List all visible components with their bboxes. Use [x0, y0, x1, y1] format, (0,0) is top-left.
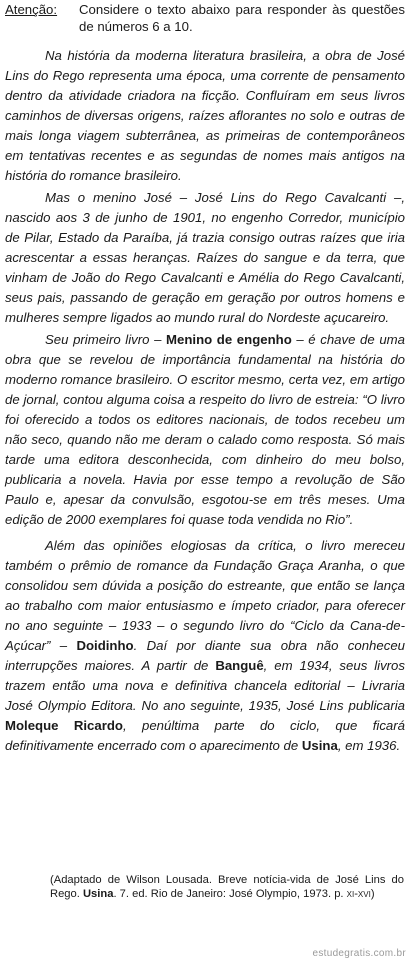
book-title: Doidinho [76, 638, 134, 653]
paragraph-4 [5, 536, 405, 756]
site-watermark: estudegratis.com.br [312, 948, 406, 959]
paragraph-text: Mas o menino José – José Lins do Rego Cavalcanti –, nascido aos 3 de junho de 1901, no engenho Corredor, município de Pilar, Estado da Paraíba, já trazia consigo outras raízes que iria acrescentar a essas heranças. Raízes do sangue e da terra, que vinham de João do Rego Cavalcanti e Amélia do Rego Cavalcanti, seus pais, passando de geração em geração por outros homens e mulheres sempre ligados ao mundo rural do Nordeste açucareiro. [5, 190, 405, 325]
paragraph-2 [5, 188, 405, 328]
book-title: Moleque Ricardo [5, 718, 123, 733]
paragraph-text: . Daí por diante sua obra não conheceu interrupções maiores. A partir de [5, 638, 405, 673]
attention-instruction: Considere o texto abaixo para responder às questões de números 6 a 10. [79, 2, 405, 34]
attention-label: Atenção: [5, 2, 58, 17]
paragraph-text: Seu primeiro livro – [45, 332, 167, 347]
reference-pages: xi-xvi [346, 888, 371, 900]
article-body [5, 46, 405, 758]
book-title: Usina [301, 738, 338, 753]
paragraph-text: , em 1936. [337, 738, 401, 753]
paragraph-3 [5, 330, 405, 530]
source-reference [50, 873, 404, 901]
reference-book-title: Usina [82, 888, 114, 900]
reference-text-middle: . 7. ed. Rio de Janeiro: José Olympio, 1973. p. [113, 888, 347, 900]
paragraph-text: Na história da moderna literatura brasileira, a obra de José Lins do Rego representa uma época, uma corrente de pensamento dentro da atividade criadora na ficção. Confluíram em seus livros caminhos de diversas origens, raízes aflorantes no solo e outras de mais longa viagem subterrânea, as primeiras de contemporâneos em tentativas recentes e as segundas de nomes mais antigos na história do romance brasileiro. [5, 48, 405, 183]
paragraph-text: , penúltima parte do ciclo, que ficará definitivamente encerrado com o aparecimento de [5, 718, 405, 753]
book-title: Menino de engenho [166, 332, 292, 347]
reference-text-start: (Adaptado de Wilson Lousada. Breve notícia-vida de José Lins do Rego. [50, 874, 404, 900]
reference-text-end: ) [370, 888, 375, 900]
paragraph-1 [5, 46, 405, 186]
attention-header [5, 2, 405, 35]
paragraph-text: – é chave de uma obra que se revelou de importância fundamental na história do moderno romance brasileiro. O escritor mesmo, certa vez, em artigo de jornal, contou alguma coisa a respeito do livro de estreia: “O livro foi oferecido a todos os editores nacionais, de todos recebeu um não seco, quando não me deram o calado como resposta. Só mais tarde uma editora desconhecida, com dinheiro do meu bolso, publicaria a novela. Havia por esse tempo a revolução de São Paulo e, apesar da convulsão, esgotou-se em três meses. Uma edição de 2000 exemplares foi quase toda vendida no Rio”. [5, 332, 405, 527]
paragraph-text: , em 1934, seus livros trazem então uma nova e definitiva chancela editorial – Livraria José Olympio Editora. No ano seguinte, 1935, José Lins publicaria [5, 658, 405, 713]
paragraph-text: Além das opiniões elogiosas da crítica, o livro mereceu também o prêmio de romance da Fundação Graça Aranha, o que consolidou sem dúvida a posição do estreante, que então se lança ao trabalho com maior entusiasmo e ímpeto criador, para oferecer no ano seguinte – 1933 – o segundo livro do “Ciclo da Cana-de-Açúcar” – [5, 538, 405, 653]
book-title: Banguê [215, 658, 264, 673]
